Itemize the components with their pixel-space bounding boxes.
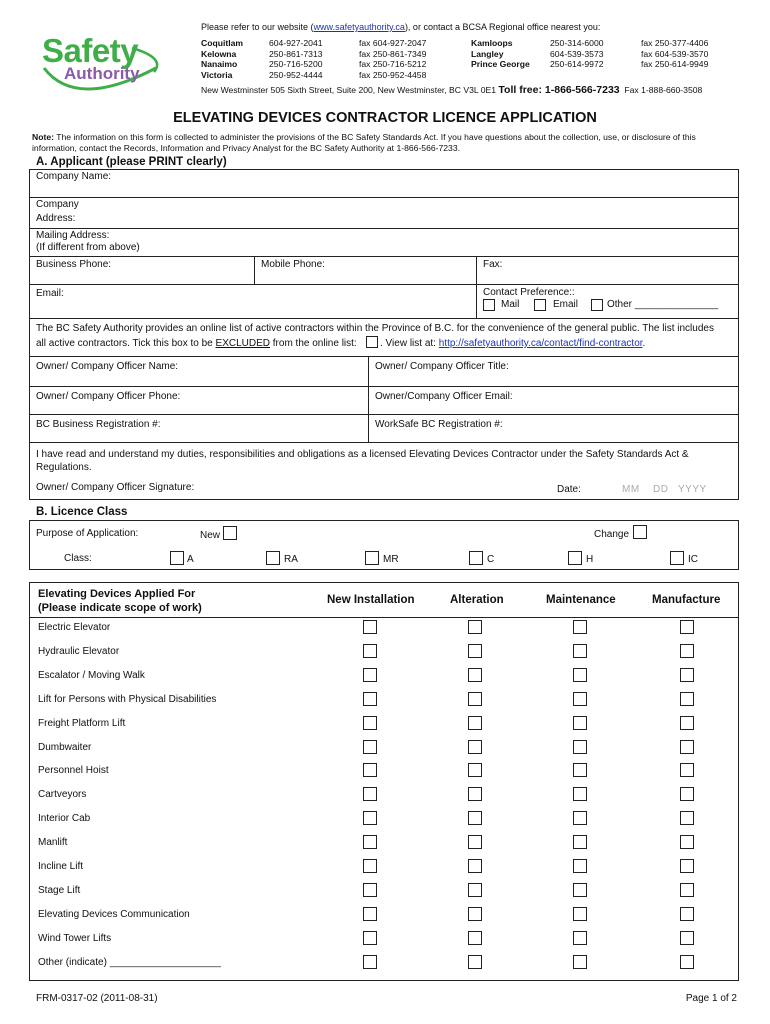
device-row-label[interactable]: Other (indicate) ____________________ — [38, 956, 221, 968]
device-row-label: Incline Lift — [38, 861, 84, 872]
logo-text-authority: Authority — [64, 64, 140, 83]
note-text: The information on this form is collected to administer the provisions of the BC Safety Standards Act. If you have questions about the collection, use, or disclosure of this information, contact the Records, Information and Privacy Analyst for the BC Safety Authority at 1-866-566-7233. — [32, 132, 696, 153]
alteration-checkbox[interactable] — [468, 835, 482, 849]
device-row-label: Hydraulic Elevator — [38, 645, 120, 657]
office-phone: 250-614-9972 — [550, 59, 604, 70]
alteration-checkbox[interactable] — [468, 716, 482, 730]
divider — [29, 197, 739, 198]
manufacture-checkbox[interactable] — [680, 931, 694, 945]
date-mm-field[interactable]: MM — [622, 484, 640, 495]
divider — [29, 356, 739, 357]
date-yyyy-field[interactable]: YYYY — [678, 484, 707, 495]
manufacture-checkbox[interactable] — [680, 835, 694, 849]
email-field[interactable]: Email: — [36, 288, 64, 299]
devices-table — [29, 582, 739, 981]
new-installation-checkbox[interactable] — [363, 811, 377, 825]
divider — [29, 284, 739, 285]
class-h-checkbox[interactable] — [568, 551, 582, 565]
page-number: Page 1 of 2 — [685, 993, 737, 1004]
table-header-divider — [29, 617, 739, 618]
device-row-label: Electric Elevator — [38, 622, 111, 633]
office-fax: fax 604-539-3570 — [641, 48, 709, 59]
alteration-checkbox[interactable] — [468, 620, 482, 634]
officer-signature-field[interactable]: Owner/ Company Officer Signature: — [36, 482, 195, 493]
office-phone: 250-716-5200 — [269, 59, 323, 70]
manufacture-checkbox[interactable] — [680, 907, 694, 921]
maintenance-checkbox[interactable] — [573, 931, 587, 945]
purpose-change-label: Change — [594, 529, 630, 540]
maintenance-checkbox[interactable] — [573, 859, 587, 873]
online-end: . — [642, 338, 646, 349]
device-row-label: Escalator / Moving Walk — [38, 669, 145, 681]
company-name-field[interactable]: Company Name: — [36, 171, 112, 182]
exclude-from-list-checkbox[interactable] — [366, 336, 378, 348]
alteration-checkbox[interactable] — [468, 668, 482, 682]
divider — [29, 414, 739, 415]
class-ic-label: IC — [688, 554, 698, 565]
device-row-label: Wind Tower Lifts — [38, 932, 112, 944]
online-list-text-1: The BC Safety Authority provides an online list of active contractors within the Province of B.C. for the convenience of the general public. The list includes — [36, 323, 714, 334]
alteration-checkbox[interactable] — [468, 931, 482, 945]
phones-right — [550, 38, 604, 70]
class-label: Class: — [64, 553, 92, 564]
new-installation-checkbox[interactable] — [363, 787, 377, 801]
new-installation-checkbox[interactable] — [363, 907, 377, 921]
note-label: Note: — [32, 132, 54, 142]
divider — [368, 356, 369, 442]
device-row-label: Cartveyors — [38, 789, 87, 801]
new-installation-checkbox[interactable] — [363, 883, 377, 897]
manufacture-checkbox[interactable] — [680, 883, 694, 897]
bc-business-registration-field[interactable]: BC Business Registration #: — [36, 419, 161, 430]
maintenance-checkbox[interactable] — [573, 883, 587, 897]
office-name: Victoria — [201, 69, 233, 80]
section-a-title: A. Applicant (please PRINT clearly) — [36, 156, 227, 168]
manufacture-checkbox[interactable] — [680, 644, 694, 658]
mobile-phone-field[interactable]: Mobile Phone: — [261, 259, 325, 270]
office-name: Kelowna — [201, 48, 237, 59]
office-fax: fax 250-861-7349 — [359, 48, 427, 59]
maintenance-checkbox[interactable] — [573, 620, 587, 634]
col-manufacture: Manufacture — [652, 594, 721, 606]
divider — [476, 256, 477, 318]
alteration-checkbox[interactable] — [468, 859, 482, 873]
officer-email-field[interactable]: Owner/Company Officer Email: — [375, 391, 513, 402]
maintenance-checkbox[interactable] — [573, 692, 587, 706]
view-list-text: . View list at: — [380, 338, 436, 349]
office-name: Coquitlam — [201, 38, 244, 48]
devices-header-line-2: (Please indicate scope of work) — [38, 602, 202, 614]
online-text-b: from the online list: — [270, 338, 357, 349]
officer-title-field[interactable]: Owner/ Company Officer Title: — [375, 361, 509, 372]
office-fax: fax 604-927-2047 — [359, 38, 427, 48]
manufacture-checkbox[interactable] — [680, 859, 694, 873]
office-fax: fax 250-377-4406 — [641, 38, 709, 48]
office-phone: 250-952-4444 — [269, 69, 323, 80]
officer-phone-field[interactable]: Owner/ Company Officer Phone: — [36, 391, 181, 402]
officer-name-field[interactable]: Owner/ Company Officer Name: — [36, 361, 179, 372]
manufacture-checkbox[interactable] — [680, 692, 694, 706]
section-b-title: B. Licence Class — [36, 506, 128, 518]
purpose-label: Purpose of Application: — [36, 528, 139, 539]
maintenance-checkbox[interactable] — [573, 740, 587, 754]
device-row-label: Freight Platform Lift — [38, 717, 126, 729]
pref-other-checkbox[interactable] — [591, 299, 603, 311]
pref-mail-label: Mail — [501, 299, 520, 310]
mailing-address-field[interactable]: Mailing Address: — [36, 230, 110, 241]
manufacture-checkbox[interactable] — [680, 763, 694, 777]
col-new-installation: New Installation — [327, 594, 415, 606]
manufacture-checkbox[interactable] — [680, 955, 694, 969]
manufacture-checkbox[interactable] — [680, 716, 694, 730]
class-h-label: H — [586, 554, 594, 565]
col-maintenance: Maintenance — [546, 594, 616, 606]
device-row-label: Personnel Hoist — [38, 765, 109, 777]
col-alteration: Alteration — [450, 594, 504, 606]
new-installation-checkbox[interactable] — [363, 955, 377, 969]
manufacture-checkbox[interactable] — [680, 740, 694, 754]
offices-left — [201, 38, 243, 80]
divider — [29, 318, 739, 319]
alteration-checkbox[interactable] — [468, 740, 482, 754]
office-fax: fax 250-952-4458 — [359, 69, 427, 80]
new-installation-checkbox[interactable] — [363, 931, 377, 945]
alteration-checkbox[interactable] — [468, 644, 482, 658]
online-list-text-3 — [380, 338, 645, 349]
manufacture-checkbox[interactable] — [680, 668, 694, 682]
office-name: Prince George — [471, 59, 530, 70]
device-row-label: Interior Cab — [38, 813, 91, 825]
divider — [29, 256, 739, 257]
excluded-text: EXCLUDED — [215, 338, 270, 349]
class-ra-checkbox[interactable] — [266, 551, 280, 565]
business-phone-field[interactable]: Business Phone: — [36, 259, 112, 270]
office-phone: 250-861-7313 — [269, 48, 323, 59]
alteration-checkbox[interactable] — [468, 787, 482, 801]
pref-email-label: Email — [553, 299, 579, 310]
online-list-text-2 — [36, 338, 357, 349]
class-mr-checkbox[interactable] — [365, 551, 379, 565]
alteration-checkbox[interactable] — [468, 907, 482, 921]
form-title: ELEVATING DEVICES CONTRACTOR LICENCE APPLICATION — [173, 110, 597, 126]
purpose-change-checkbox[interactable] — [633, 525, 647, 539]
contact-intro — [201, 22, 600, 32]
purpose-new-label: New — [200, 530, 221, 541]
website-link[interactable]: www.safetyauthority.ca — [313, 22, 405, 32]
fax-right — [641, 38, 708, 70]
privacy-note — [32, 132, 742, 154]
head-office-address — [201, 84, 702, 96]
new-installation-checkbox[interactable] — [363, 740, 377, 754]
divider — [254, 256, 255, 284]
divider — [29, 228, 739, 229]
date-label: Date: — [557, 484, 581, 495]
office-fax: fax 250-614-9949 — [641, 59, 709, 70]
new-installation-checkbox[interactable] — [363, 644, 377, 658]
company-address-field[interactable]: Address: — [36, 213, 76, 224]
maintenance-checkbox[interactable] — [573, 955, 587, 969]
office-name: Nanaimo — [201, 59, 238, 70]
form-number: FRM-0317-02 (2011-08-31) — [36, 993, 158, 1004]
new-installation-checkbox[interactable] — [363, 692, 377, 706]
device-row-label: Stage Lift — [38, 884, 81, 896]
device-row-label: Manlift — [38, 837, 68, 849]
office-phone: 604-927-2041 — [269, 38, 323, 48]
logo-text-safety: Safety — [42, 32, 139, 69]
alteration-checkbox[interactable] — [468, 811, 482, 825]
device-row-label: Lift for Persons with Physical Disabilities — [38, 693, 217, 705]
safety-authority-logo — [36, 28, 176, 96]
office-name: Langley — [471, 48, 504, 59]
maintenance-checkbox[interactable] — [573, 668, 587, 682]
main-fax: Fax 1-888-660-3508 — [624, 85, 703, 95]
device-row-label: Dumbwaiter — [38, 741, 92, 753]
worksafe-registration-field[interactable]: WorkSafe BC Registration #: — [375, 419, 503, 430]
find-contractor-link[interactable]: http://safetyauthority.ca/contact/find-contractor — [438, 338, 643, 349]
alteration-checkbox[interactable] — [468, 763, 482, 777]
pref-email-checkbox[interactable] — [534, 299, 546, 311]
devices-header — [38, 587, 202, 615]
class-c-label: C — [487, 554, 495, 565]
pref-other-field[interactable]: Other _______________ — [607, 299, 719, 310]
alteration-checkbox[interactable] — [468, 955, 482, 969]
address-text: New Westminster 505 Sixth Street, Suite 200, New Westminster, BC V3L 0E1 — [201, 85, 497, 95]
office-fax: fax 250-716-5212 — [359, 59, 427, 70]
class-c-checkbox[interactable] — [469, 551, 483, 565]
class-ic-checkbox[interactable] — [670, 551, 684, 565]
new-installation-checkbox[interactable] — [363, 835, 377, 849]
class-mr-label: MR — [383, 554, 399, 565]
phones-left — [269, 38, 323, 80]
new-installation-checkbox[interactable] — [363, 859, 377, 873]
contact-preference-label: Contact Preference:: — [483, 287, 575, 298]
new-installation-checkbox[interactable] — [363, 763, 377, 777]
class-a-label: A — [187, 554, 194, 565]
offices-right — [471, 38, 530, 70]
new-installation-checkbox[interactable] — [363, 668, 377, 682]
office-phone: 250-314-6000 — [550, 38, 604, 48]
divider — [29, 442, 739, 443]
new-installation-checkbox[interactable] — [363, 716, 377, 730]
mailing-address-hint: (If different from above) — [36, 242, 140, 253]
company-address-label: Company — [36, 199, 79, 210]
fax-left — [359, 38, 426, 80]
device-row-label: Elevating Devices Communication — [38, 908, 190, 920]
alteration-checkbox[interactable] — [468, 883, 482, 897]
fax-field[interactable]: Fax: — [483, 259, 503, 270]
maintenance-checkbox[interactable] — [573, 763, 587, 777]
maintenance-checkbox[interactable] — [573, 811, 587, 825]
manufacture-checkbox[interactable] — [680, 811, 694, 825]
intro-post: ), or contact a BCSA Regional office nearest you: — [404, 22, 601, 32]
devices-header-line-1: Elevating Devices Applied For — [38, 588, 196, 600]
online-text-a: all active contractors. Tick this box to be — [36, 338, 216, 349]
new-installation-checkbox[interactable] — [363, 620, 377, 634]
alteration-checkbox[interactable] — [468, 692, 482, 706]
maintenance-checkbox[interactable] — [573, 644, 587, 658]
office-name: Kamloops — [471, 38, 513, 48]
class-ra-label: RA — [284, 554, 298, 565]
declaration-text: I have read and understand my duties, responsibilities and obligations as a licensed Elevating Devices Contractor under the Safety Standards Act & Regulations. — [36, 449, 689, 473]
maintenance-checkbox[interactable] — [573, 787, 587, 801]
maintenance-checkbox[interactable] — [573, 716, 587, 730]
maintenance-checkbox[interactable] — [573, 835, 587, 849]
purpose-new-checkbox[interactable] — [223, 526, 237, 540]
divider — [29, 386, 739, 387]
maintenance-checkbox[interactable] — [573, 907, 587, 921]
office-phone: 604-539-3573 — [550, 48, 604, 59]
manufacture-checkbox[interactable] — [680, 787, 694, 801]
pref-mail-checkbox[interactable] — [483, 299, 495, 311]
intro-pre: Please refer to our website ( — [201, 22, 314, 32]
class-a-checkbox[interactable] — [170, 551, 184, 565]
toll-free: Toll free: 1-866-566-7233 — [498, 84, 620, 96]
date-dd-field[interactable]: DD — [653, 484, 669, 495]
manufacture-checkbox[interactable] — [680, 620, 694, 634]
